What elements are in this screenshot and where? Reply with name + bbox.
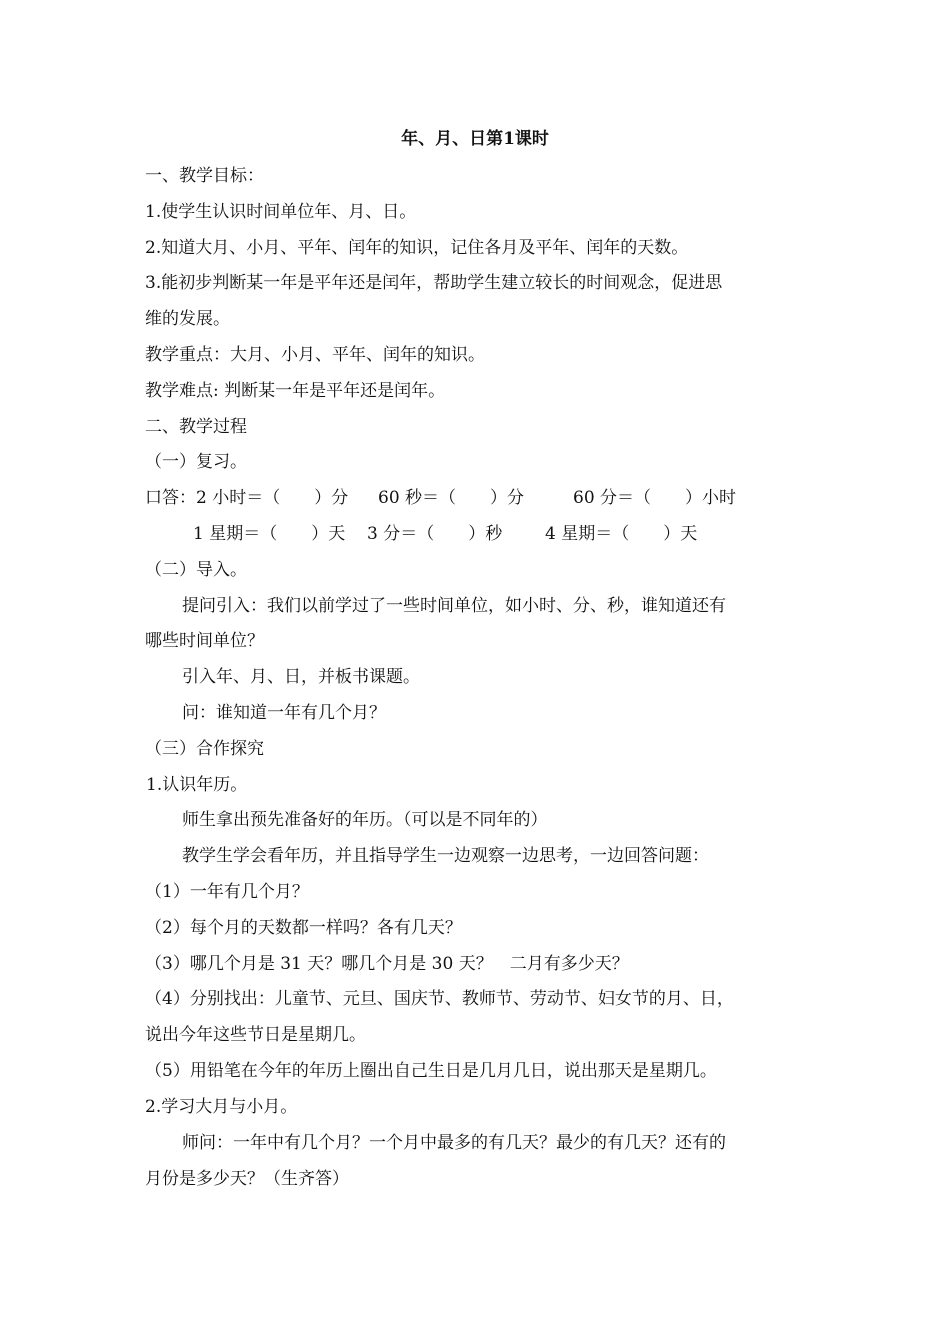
objective-2: 2.知道大月、小月、平年、闰年的知识，记住各月及平年、闰年的天数。 [145,238,689,258]
teacher-question-cont: 月份是多少天？（生齐答） [145,1169,349,1189]
question-4: （4）分别找出：儿童节、元旦、国庆节、教师节、劳动节、妇女节的月、日， [145,989,734,1009]
page-title: 年、月、日第1课时 [401,129,549,149]
objective-3-cont: 维的发展。 [145,309,230,329]
objective-3: 3.能初步判断某一年是平年还是闰年，帮助学生建立较长的时间观念，促进思 [145,273,723,293]
explore-guide: 教学生学会看年历，并且指导学生一边观察一边思考，一边回答问题： [182,846,709,866]
oral-question-5: 3 分＝（ ）秒 [367,524,503,544]
subsection-explore: （三）合作探究 [145,739,264,759]
section-heading-process: 二、教学过程 [145,417,247,437]
intro-question: 提问引入：我们以前学过了一些时间单位，如小时、分、秒，谁知道还有 [182,596,726,616]
oral-question-3: 60 分＝（ ）小时 [573,488,737,508]
question-2: （2）每个月的天数都一样吗？各有几天？ [145,918,462,938]
objective-1: 1.使学生认识时间单位年、月、日。 [145,202,417,222]
section-heading-objectives: 一、教学目标： [145,166,264,186]
intro-question-cont: 哪些时间单位？ [145,631,264,651]
question-3: （3）哪几个月是 31 天？哪几个月是 30 天？ 二月有多少天？ [145,954,629,974]
explore-item-1: 1.认识年历。 [146,775,248,795]
difficult-point: 教学难点: 判断某一年是平年还是闰年。 [145,381,446,401]
question-1: （1）一年有几个月？ [145,882,309,902]
explore-calendar: 师生拿出预先准备好的年历。（可以是不同年的） [182,810,548,830]
question-4-cont: 说出今年这些节日是星期几。 [145,1025,366,1045]
oral-question-2: 60 秒＝（ ）分 [378,488,525,508]
key-point: 教学重点：大月、小月、平年、闰年的知识。 [145,345,485,365]
intro-board: 引入年、月、日，并板书课题。 [182,667,420,687]
oral-question-4: 1 星期＝（ ）天 [193,524,346,544]
teacher-question: 师问：一年中有几个月？一个月中最多的有几天？最少的有几天？还有的 [182,1133,726,1153]
subsection-review: （一）复习。 [145,452,247,472]
question-5: （5）用铅笔在今年的年历上圈出自己生日是几月几日，说出那天是星期几。 [145,1061,717,1081]
explore-item-2: 2.学习大月与小月。 [145,1097,298,1117]
oral-question-1: 口答：2 小时＝（ ）分 [145,488,349,508]
oral-question-6: 4 星期＝（ ）天 [545,524,698,544]
subsection-intro: （二）导入。 [145,560,247,580]
intro-ask: 问：谁知道一年有几个月？ [182,703,386,723]
